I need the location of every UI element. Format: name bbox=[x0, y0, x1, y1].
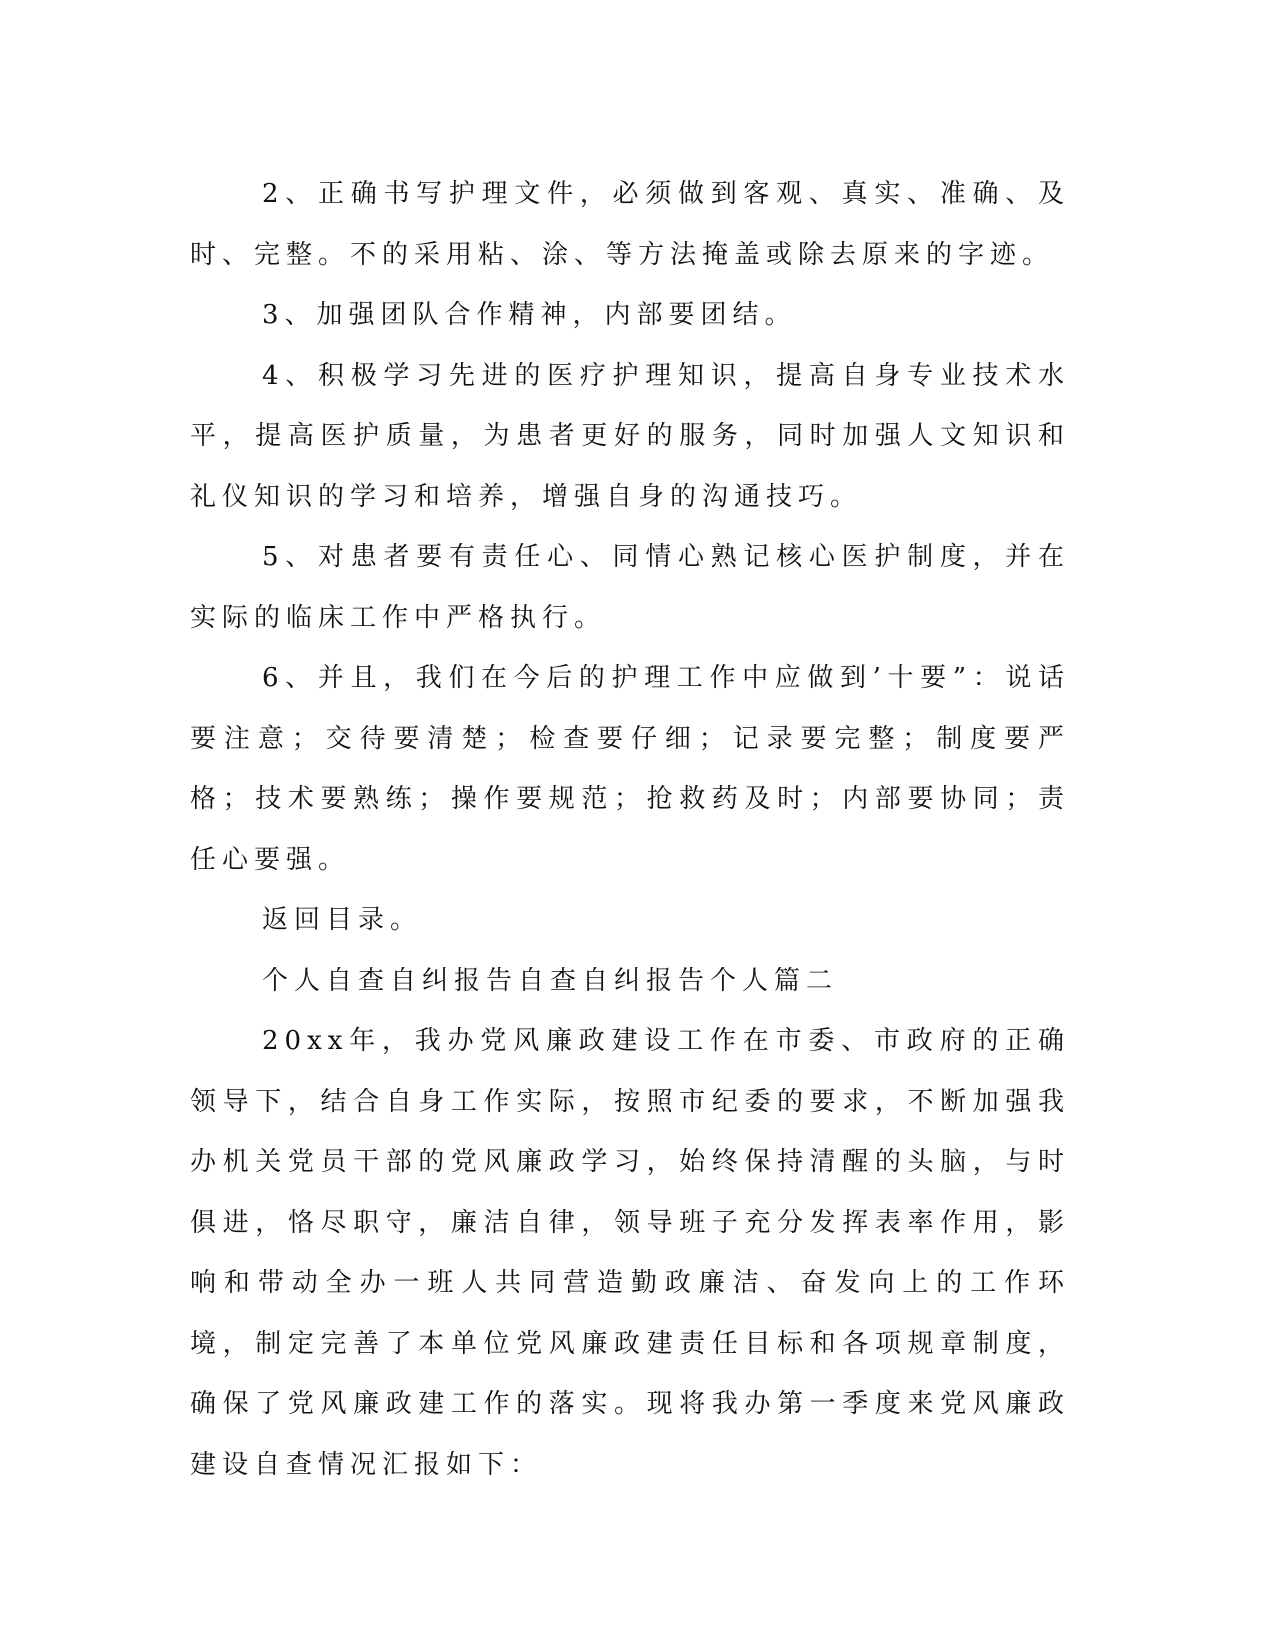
return-to-contents-text: 返回目录。 bbox=[262, 905, 423, 935]
paragraph-item-4: 4、积极学习先进的医疗护理知识，提高自身专业技术水平，提高医护质量，为患者更好的服务，同时加强人文知识和礼仪知识的学习和培养，增强自身的沟通技巧。 bbox=[190, 360, 1070, 512]
paragraph-item-2: 2、正确书写护理文件，必须做到客观、真实、准确、及时、完整。不的采用粘、涂、等方法掩盖或除去原来的字迹。 bbox=[190, 179, 1070, 270]
report-intro-paragraph: 20xx年，我办党风廉政建设工作在市委、市政府的正确领导下，结合自身工作实际，按照市纪委的要求，不断加强我办机关党员干部的党风廉政学习，始终保持清醒的头脑，与时俱进，恪尽职守，廉洁自律，领导班子充分发挥表率作用，影响和带动全办一班人共同营造勤政廉洁、奋发向上的工作环境，制定完善了本单位党风廉政建责任目标和各项规章制度，确保了党风廉政建工作的落实。现将我办第一季度来党风廉政建设自查情况汇报如下： bbox=[190, 1026, 1070, 1480]
document-body bbox=[190, 164, 1070, 1495]
paragraph-item-5: 5、对患者要有责任心、同情心熟记核心医护制度，并在实际的临床工作中严格执行。 bbox=[190, 542, 1070, 633]
section-heading: 个人自查自纠报告自查自纠报告个人篇二 bbox=[262, 965, 839, 996]
paragraph-item-6: 6、并且，我们在今后的护理工作中应做到’十要”：说话要注意；交待要清楚；检查要仔细；记录要完整；制度要严格；技术要熟练；操作要规范；抢救药及时；内部要协同；责任心要强。 bbox=[190, 663, 1070, 875]
paragraph-item-3: 3、加强团队合作精神，内部要团结。 bbox=[262, 300, 797, 330]
